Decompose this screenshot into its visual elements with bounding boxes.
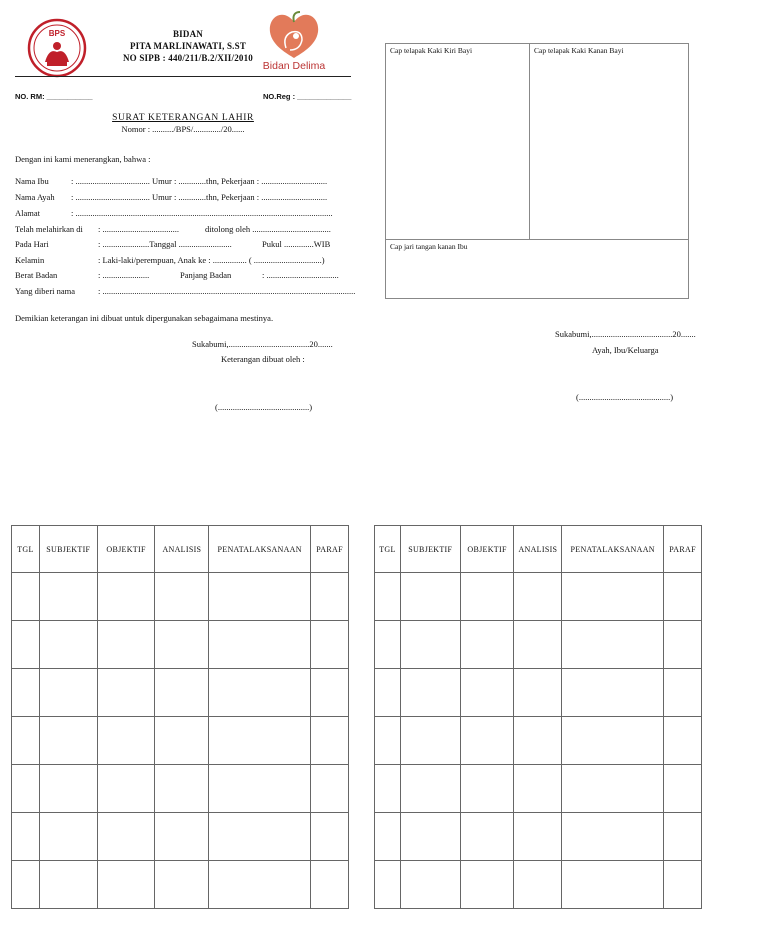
left-place-date: Sukabumi,......................................20....... xyxy=(192,339,333,349)
value-panjang-badan: : .................................. xyxy=(262,270,339,280)
bps-logo xyxy=(27,18,87,78)
th-analisis: ANALISIS xyxy=(514,526,562,573)
stamp-right-foot-label: Cap telapak Kaki Kanan Bayi xyxy=(534,46,624,55)
right-signature-line: (...........................................) xyxy=(576,392,674,402)
no-rm-field: NO. RM: ___________ xyxy=(15,92,93,101)
no-reg-field: NO.Reg : _____________ xyxy=(263,92,352,101)
label-diberi-nama: Yang diberi nama xyxy=(15,286,76,296)
label-ditolong: ditolong oleh ..................................... xyxy=(205,224,331,234)
soap-table-right xyxy=(374,525,702,909)
value-melahirkan: : .................................... xyxy=(98,224,179,234)
value-nama-ibu: : ................................... Umur : .............thn, Pekerjaan : ............................... xyxy=(71,176,328,186)
table-row xyxy=(12,573,349,621)
th-subjektif: SUBJEKTIF xyxy=(400,526,460,573)
table-row xyxy=(375,765,702,813)
value-kelamin: : Laki-laki/perempuan, Anak ke : ................ ( ................................) xyxy=(98,255,325,265)
bidan-delima-logo xyxy=(262,10,326,76)
label-melahirkan: Telah melahirkan di xyxy=(15,224,83,234)
table-row xyxy=(12,621,349,669)
th-penatalaksanaan: PENATALAKSANAAN xyxy=(209,526,311,573)
header-license: NO SIPB : 440/211/B.2/XII/2010 xyxy=(122,53,254,63)
label-nama-ayah: Nama Ayah xyxy=(15,192,55,202)
table-header-row xyxy=(12,526,349,573)
left-signature-line: (...........................................) xyxy=(215,402,313,412)
table-row xyxy=(375,669,702,717)
stamp-divider-horizontal xyxy=(386,239,688,240)
label-alamat: Alamat xyxy=(15,208,41,218)
label-pada-hari: Pada Hari xyxy=(15,239,49,249)
stamp-divider-vertical xyxy=(529,44,530,239)
label-panjang-badan: Panjang Badan xyxy=(180,270,232,280)
dibuat-oleh-label: Keterangan dibuat oleh : xyxy=(221,354,305,364)
header-title: BIDAN xyxy=(172,29,203,39)
th-tgl: TGL xyxy=(375,526,401,573)
label-pukul: Pukul ..............WIB xyxy=(262,239,331,249)
th-paraf: PARAF xyxy=(664,526,702,573)
th-penatalaksanaan: PENATALAKSANAAN xyxy=(562,526,664,573)
table-row xyxy=(375,621,702,669)
th-tgl: TGL xyxy=(12,526,40,573)
value-nama-ayah: : ................................... Umur : .............thn, Pekerjaan : ............................... xyxy=(71,192,328,202)
table-header-row xyxy=(375,526,702,573)
certificate-closing: Demikian keterangan ini dibuat untuk dipergunakan sebagaimana mestinya. xyxy=(15,313,274,323)
table-row xyxy=(12,861,349,909)
label-nama-ibu: Nama Ibu xyxy=(15,176,49,186)
table-row xyxy=(12,717,349,765)
value-berat-badan: : ...................... xyxy=(98,270,150,280)
certificate-intro: Dengan ini kami menerangkan, bahwa : xyxy=(15,154,151,164)
table-row xyxy=(12,813,349,861)
stamp-left-foot-label: Cap telapak Kaki Kiri Bayi xyxy=(390,46,473,55)
right-place-date: Sukabumi,......................................20....... xyxy=(555,329,696,339)
value-pada-hari: : ......................Tanggal ......................... xyxy=(98,239,232,249)
th-paraf: PARAF xyxy=(311,526,349,573)
header-name: PITA MARLINAWATI, S.ST xyxy=(129,41,247,51)
bidan-delima-caption: Bidan Delima xyxy=(262,60,326,72)
bps-logo-text: BPS xyxy=(48,29,66,38)
certificate-number: Nomor : ........../BPS/............./20...... xyxy=(121,124,245,134)
table-row xyxy=(375,861,702,909)
header-divider xyxy=(15,76,351,77)
th-analisis: ANALISIS xyxy=(155,526,209,573)
value-alamat: : ......................................................................................................................... xyxy=(71,208,333,218)
certificate-title: SURAT KETERANGAN LAHIR xyxy=(112,113,254,123)
label-kelamin: Kelamin xyxy=(15,255,45,265)
th-objektif: OBJEKTIF xyxy=(97,526,155,573)
th-subjektif: SUBJEKTIF xyxy=(39,526,97,573)
table-row xyxy=(12,669,349,717)
value-diberi-nama: : ....................................................................................................................... xyxy=(98,286,356,296)
heart-apple-icon xyxy=(262,10,326,62)
th-objektif: OBJEKTIF xyxy=(460,526,514,573)
table-row xyxy=(375,813,702,861)
soap-table-left xyxy=(11,525,349,909)
stamp-box xyxy=(385,43,689,299)
right-sign-role: Ayah, Ibu/Keluarga xyxy=(592,345,659,355)
table-row xyxy=(12,765,349,813)
label-berat-badan: Berat Badan xyxy=(15,270,58,280)
table-row xyxy=(375,717,702,765)
table-row xyxy=(375,573,702,621)
stamp-mother-finger-label: Cap jari tangan kanan Ibu xyxy=(390,242,468,251)
clinic-header xyxy=(108,28,268,64)
